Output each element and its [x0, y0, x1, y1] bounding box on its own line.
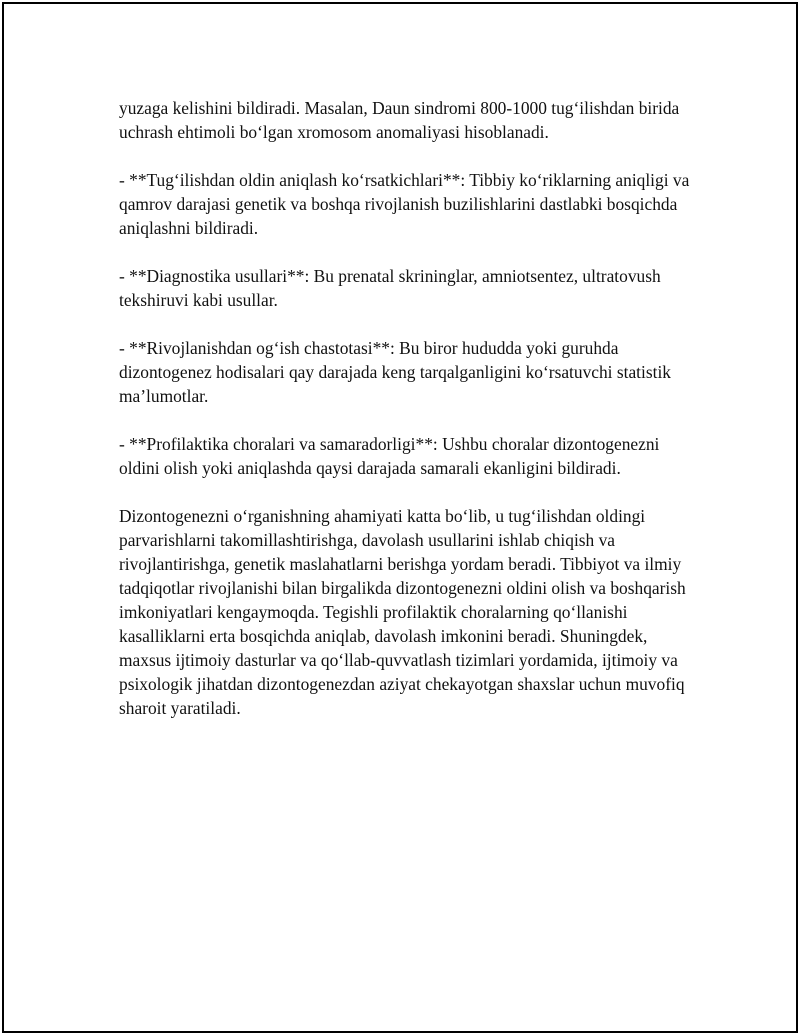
bullet-diagnostic-methods: - **Diagnostika usullari**: Bu prenatal skrininglar, amniotsentez, ultratovush tekshiruvi kabi usullar. — [119, 266, 661, 310]
document-body — [119, 96, 691, 744]
bullet-deviation-frequency: - **Rivojlanishdan og‘ish chastotasi**: Bu biror hududda yoki guruhda dizontogenez hodisalari qay darajada keng tarqalganligini ko‘rsatuvchi statistik ma’lumotlar. — [119, 338, 671, 406]
paragraph-continuation: yuzaga kelishini bildiradi. Masalan, Daun sindromi 800-1000 tug‘ilishdan birida uchrash ehtimoli bo‘lgan xromosom anomaliyasi hisoblanadi. — [119, 98, 680, 142]
bullet-prenatal-detection: - **Tug‘ilishdan oldin aniqlash ko‘rsatkichlari**: Tibbiy ko‘riklarning aniqligi va qamrov darajasi genetik va boshqa rivojlanish buzilishlarini dastlabki bosqichda aniqlashni bildiradi. — [119, 170, 690, 238]
document-page — [2, 2, 798, 1033]
bullet-prevention-measures: - **Profilaktika choralari va samaradorligi**: Ushbu choralar dizontogenezni oldini olish yoki aniqlashda qaysi darajada samarali ekanligini bildiradi. — [119, 434, 660, 478]
paragraph-conclusion: Dizontogenezni o‘rganishning ahamiyati katta bo‘lib, u tug‘ilishdan oldingi parvarishlarni takomillashtirishga, davolash usullarini ishlab chiqish va rivojlantirishga, genetik maslahatlarni berishga yordam beradi. Tibbiyot va ilmiy tadqiqotlar rivojlanishi bilan birgalikda dizontogenezni oldini olish va boshqarish imkoniyatlari kengaymoqda. Tegishli profilaktik choralarning qo‘llanishi kasalliklarni erta bosqichda aniqlab, davolash imkonini beradi. Shuningdek, maxsus ijtimoiy dasturlar va qo‘llab-quvvatlash tizimlari yordamida, ijtimoiy va psixologik jihatdan dizontogenezdan aziyat chekayotgan shaxslar uchun muvofiq sharoit yaratiladi. — [119, 506, 686, 718]
